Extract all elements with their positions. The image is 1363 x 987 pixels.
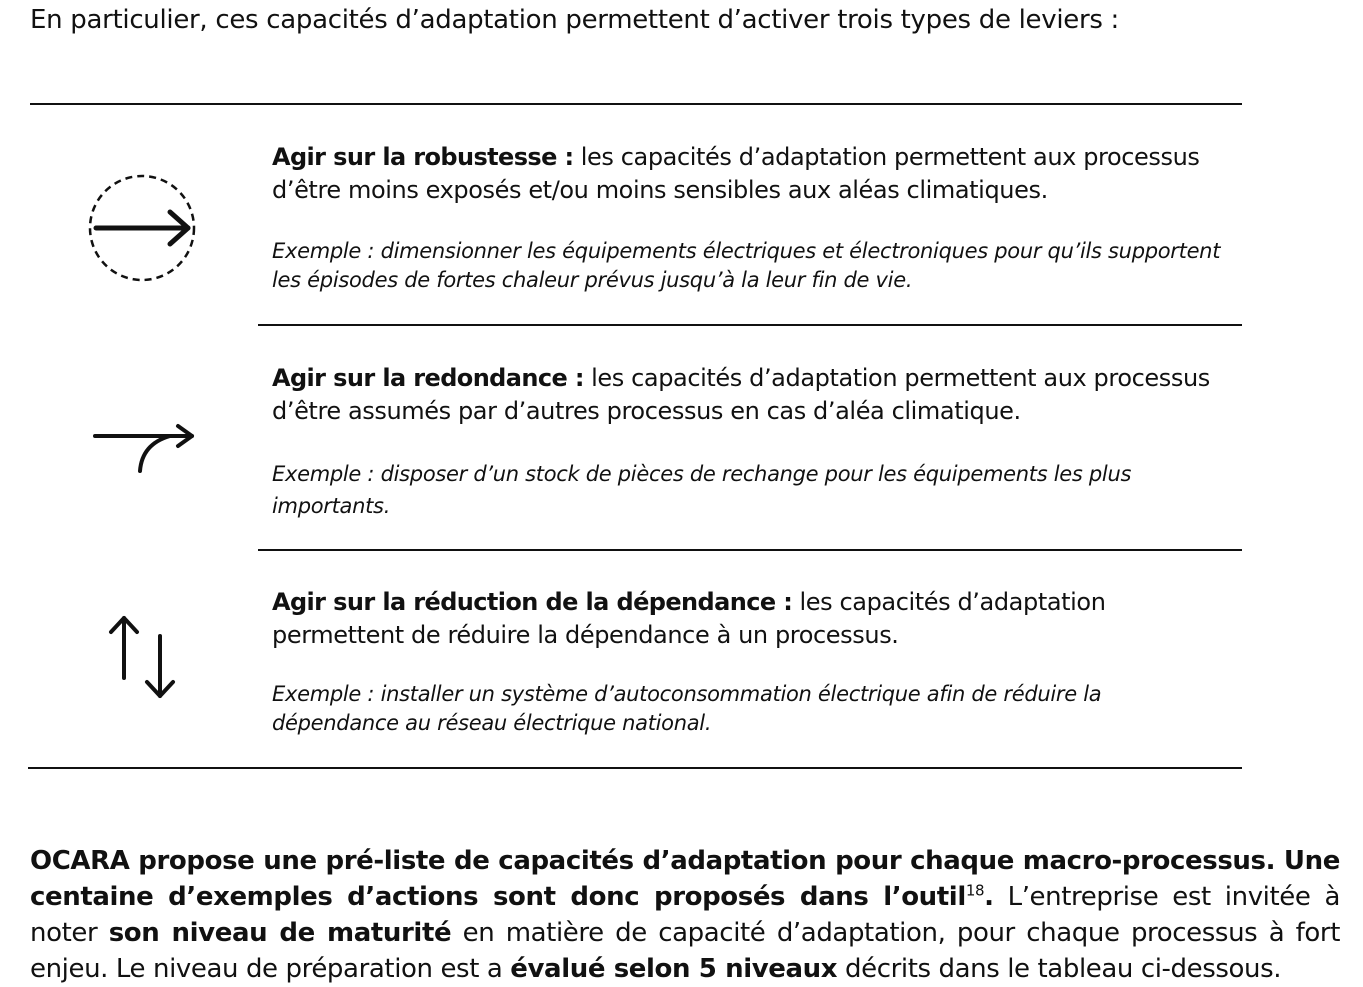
lever-redondance-main bbox=[272, 362, 1232, 428]
closing-bold-levels: évalué selon 5 niveaux bbox=[510, 954, 838, 984]
footnote-marker: 18 bbox=[965, 881, 985, 900]
dashed-circle-arrow-right-icon bbox=[86, 172, 198, 284]
lever-robustesse-title: Agir sur la robustesse : bbox=[272, 143, 574, 171]
intro-paragraph: En particulier, ces capacités d’adaptation permettent d’activer trois types de leviers : bbox=[30, 5, 1119, 35]
lever-robustesse-description: les capacités d’adaptation permettent aux processus d’être moins exposés et/ou moins sensibles aux aléas climatiques. bbox=[272, 143, 1200, 204]
lever-dependance-description: les capacités d’adaptation permettent de réduire la dépendance à un processus. bbox=[272, 588, 1106, 649]
lever-divider-1 bbox=[258, 324, 1242, 326]
table-top-rule bbox=[30, 103, 1242, 105]
lever-dependance bbox=[272, 586, 1232, 738]
lever-dependance-example: Exemple : installer un système d’autoconsommation électrique afin de réduire la dépendance au réseau électrique national. bbox=[272, 682, 1102, 735]
lever-dependance-title: Agir sur la réduction de la dépendance : bbox=[272, 588, 793, 616]
lever-redondance-description: les capacités d’adaptation permettent aux processus d’être assumés par d’autres processus en cas d’aléa climatique. bbox=[272, 364, 1210, 425]
lever-robustesse-main bbox=[272, 141, 1232, 207]
lever-redondance-example: Exemple : disposer d’un stock de pièces de rechange pour les équipements les plus importants. bbox=[272, 462, 1132, 518]
lever-redondance bbox=[272, 362, 1232, 522]
lever-dependance-main bbox=[272, 586, 1232, 652]
lever-robustesse-example: Exemple : dimensionner les équipements électriques et électroniques pour qu’ils supportent les épisodes de fortes chaleur prévus jusqu’à la leur fin de vie. bbox=[272, 239, 1221, 292]
table-bottom-rule bbox=[28, 767, 1242, 769]
up-down-arrows-icon bbox=[106, 612, 180, 702]
closing-bold-intro: OCARA propose une pré-liste de capacités d’adaptation pour chaque macro-processus. Une centaine d’exemples d’actions sont donc proposés dans l’outil bbox=[30, 846, 1340, 912]
closing-bold-maturity: son niveau de maturité bbox=[108, 918, 452, 948]
lever-redondance-title: Agir sur la redondance : bbox=[272, 364, 584, 392]
closing-text-3: décrits dans le tableau ci-dessous. bbox=[837, 954, 1282, 984]
branch-arrow-icon bbox=[92, 420, 198, 476]
lever-robustesse bbox=[272, 141, 1232, 295]
closing-paragraph bbox=[30, 843, 1340, 987]
lever-divider-2 bbox=[258, 549, 1242, 551]
closing-text-2: en matière de capacité d’adaptation, pour chaque processus à fort enjeu. Le niveau de préparation est a bbox=[30, 918, 1340, 984]
closing-bold-period: . bbox=[984, 882, 994, 912]
closing-text-1: L’entreprise est invitée à noter bbox=[30, 882, 1341, 948]
